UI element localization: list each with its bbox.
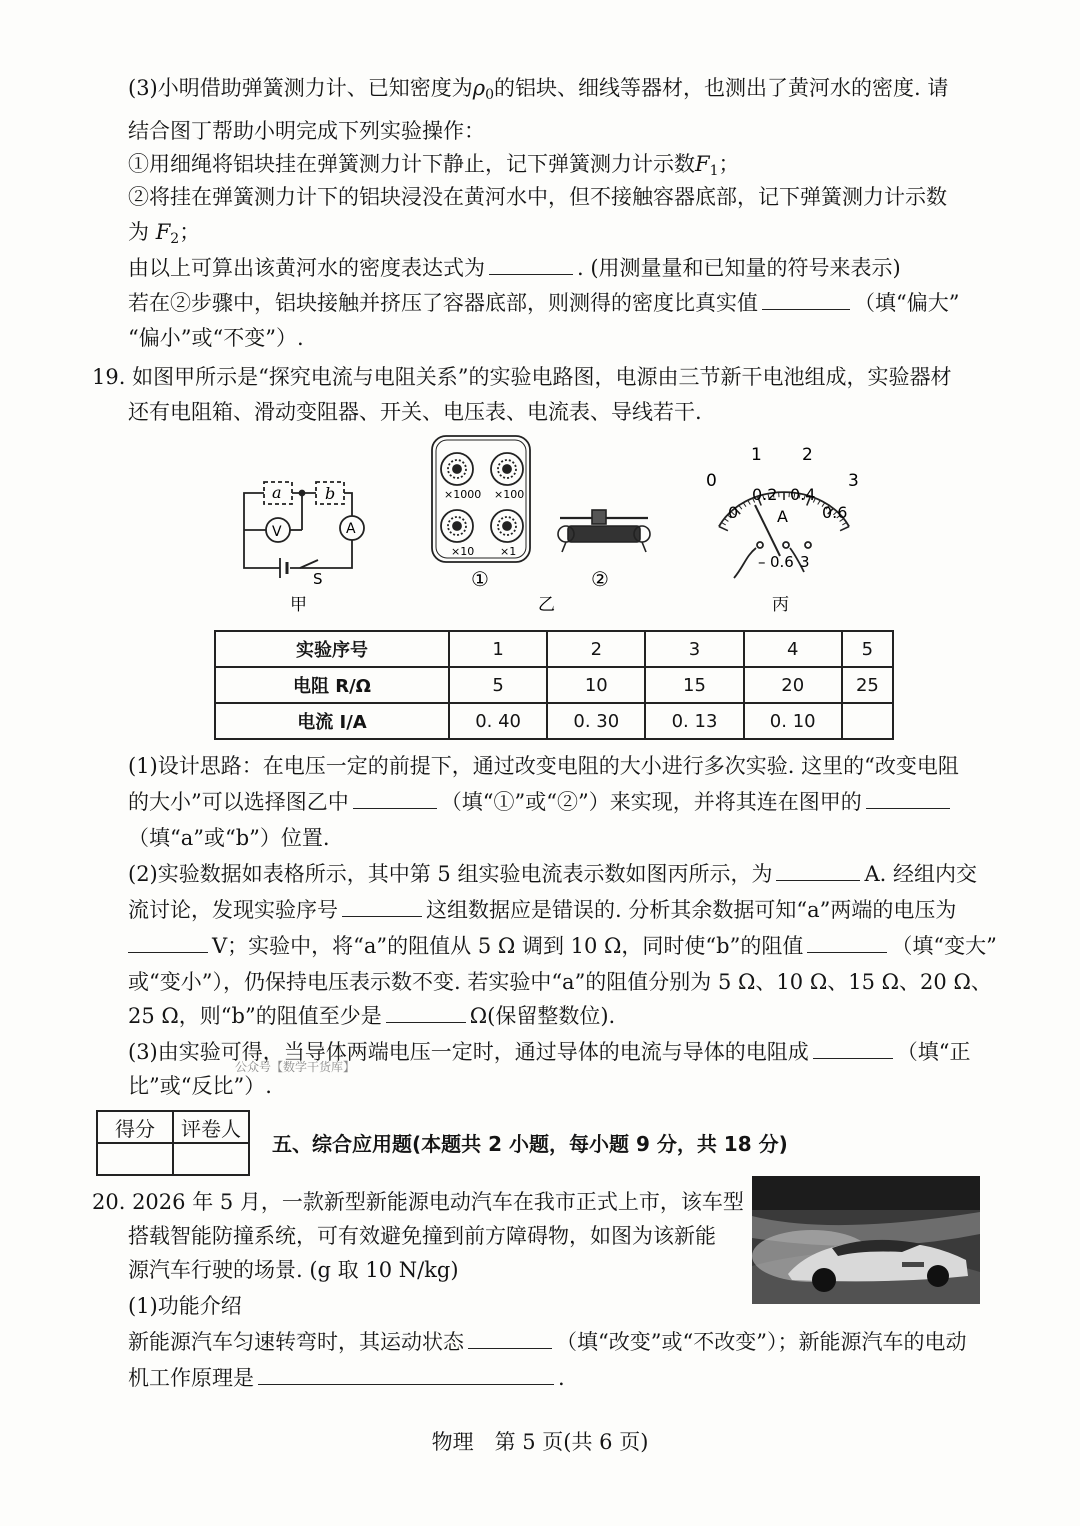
answer-blank[interactable] bbox=[468, 1328, 552, 1349]
table-row: 实验序号 1 2 3 4 5 bbox=[215, 631, 893, 667]
q19-p3-a: (3)由实验可得，当导体两端电压一定时，通过导体的电流与导体的电阻成 （填“正 bbox=[128, 1040, 971, 1064]
scale-tick bbox=[840, 527, 849, 531]
q20-line3: 源汽车行驶的场景. (g 取 10 N/kg) bbox=[128, 1258, 459, 1282]
svg-text:0.6: 0.6 bbox=[770, 553, 794, 571]
rheostat-icon bbox=[558, 510, 650, 552]
q18-step2: ②将挂在弹簧测力计下的铝块浸没在黄河水中，但不接触容器底部，记下弹簧测力计示数 bbox=[128, 185, 947, 209]
q19-p2-g: 或“变小”），仍保持电压表示数不变. 若实验中“a”的阻值分别为 5 Ω、10 Ω、15 Ω、20 Ω、 bbox=[128, 970, 992, 994]
label-a: a bbox=[272, 483, 282, 502]
label-circle-1: ① bbox=[471, 567, 489, 591]
q18-3-line2: 结合图丁帮助小明完成下列实验操作： bbox=[128, 119, 485, 143]
dial-knob-icon bbox=[491, 510, 523, 542]
answer-blank[interactable] bbox=[807, 932, 887, 953]
q20-line5: 新能源汽车匀速转弯时，其运动状态 （填“改变”或“不改变”）；新能源汽车的电动 bbox=[128, 1330, 967, 1354]
svg-text:×1: ×1 bbox=[500, 545, 517, 558]
q19-p1-a: (1)设计思路：在电压一定的前提下，通过改变电阻的大小进行多次实验. 这里的“改变电阻 bbox=[128, 754, 959, 778]
label-V: V bbox=[272, 524, 282, 540]
answer-blank[interactable] bbox=[866, 788, 950, 809]
svg-text:3: 3 bbox=[800, 553, 810, 571]
section-title: 五、综合应用题(本题共 2 小题，每小题 9 分，共 18 分) bbox=[272, 1132, 788, 1156]
answer-cell[interactable] bbox=[842, 703, 893, 739]
score-box: 得分 评卷人 bbox=[96, 1110, 250, 1176]
switch-icon bbox=[300, 560, 318, 568]
car-image-icon bbox=[752, 1176, 980, 1304]
scale-tick bbox=[818, 500, 821, 504]
q19-p2-c: 流讨论，发现实验序号 这组数据应是错误的. 分析其余数据可知“a”两端的电压为 bbox=[128, 898, 957, 922]
label-A: A bbox=[346, 521, 356, 537]
dial-knob-icon bbox=[441, 510, 473, 542]
fig-label-jia: 甲 bbox=[290, 595, 307, 615]
scale-tick bbox=[719, 527, 728, 531]
scale-tick bbox=[743, 503, 746, 507]
q19-p3-c: 比”或“反比”）. bbox=[128, 1074, 272, 1098]
answer-blank[interactable] bbox=[342, 896, 422, 917]
svg-text:0.4: 0.4 bbox=[790, 485, 816, 504]
scale-tick bbox=[842, 522, 846, 525]
q19-p2-h: 25 Ω，则“b”的阻值至少是 Ω(保留整数位). bbox=[128, 1004, 616, 1028]
q19-intro-2: 还有电阻箱、滑动变阻器、开关、电压表、电流表、导线若干. bbox=[128, 400, 702, 424]
answer-blank[interactable] bbox=[386, 1002, 466, 1023]
svg-text:×100: ×100 bbox=[494, 488, 525, 501]
scale-tick bbox=[739, 505, 742, 509]
svg-text:0: 0 bbox=[728, 503, 739, 522]
page-footer: 物理 第 5 页(共 6 页) bbox=[431, 1430, 649, 1454]
reviewer-cell[interactable] bbox=[173, 1143, 249, 1175]
q19-p1-d: （填“a”或“b”）位置. bbox=[128, 826, 330, 850]
q19-p2-a: (2)实验数据如表格所示，其中第 5 组实验电流表示数如图丙所示，为 A. 经组内交 bbox=[128, 862, 977, 886]
svg-text:–: – bbox=[758, 553, 766, 571]
q20-line4: (1)功能介绍 bbox=[128, 1294, 242, 1318]
fig-label-yi: 乙 bbox=[538, 595, 555, 615]
rho0-symbol: ρ bbox=[472, 76, 486, 100]
dial-knob-icon bbox=[491, 453, 523, 485]
answer-blank[interactable] bbox=[128, 932, 208, 953]
data-table bbox=[214, 630, 894, 740]
q19-figures bbox=[0, 0, 1080, 625]
svg-text:0.2: 0.2 bbox=[752, 485, 778, 504]
q19-p2-e: V；实验中，将“a”的阻值从 5 Ω 调到 10 Ω，同时使“b”的阻值 （填“变大” bbox=[128, 932, 997, 960]
q19-intro-1: 19. 如图甲所示是“探究电流与电阻关系”的实验电路图，电源由三节新干电池组成，实验器材 bbox=[92, 365, 952, 389]
table-row: 电流 I/A 0. 40 0. 30 0. 13 0. 10 bbox=[215, 703, 893, 739]
score-cell[interactable] bbox=[97, 1143, 173, 1175]
q18-expression: 由以上可算出该黄河水的密度表达式为 . (用测量量和已知量的符号来表示) bbox=[128, 256, 901, 280]
scale-tick bbox=[748, 500, 751, 504]
q18-press: 若在②步骤中，铝块接触并挤压了容器底部，则测得的密度比真实值 （填“偏大” bbox=[128, 291, 960, 315]
q18-press-cont: “偏小”或“不变”）. bbox=[128, 326, 304, 350]
fig-label-bing: 丙 bbox=[772, 595, 789, 615]
answer-blank[interactable] bbox=[813, 1038, 893, 1059]
svg-text:0.6: 0.6 bbox=[822, 503, 848, 522]
svg-text:1: 1 bbox=[751, 445, 762, 465]
q20-line2: 搭载智能防撞系统，可有效避免撞到前方障碍物，如图为该新能 bbox=[128, 1224, 716, 1248]
q18-step2-cont: 为 $F_2$； bbox=[128, 220, 201, 247]
svg-text:3: 3 bbox=[848, 471, 859, 491]
label-S: S bbox=[313, 570, 323, 588]
dial-knob-icon bbox=[441, 453, 473, 485]
q20-line1: 20. 2026 年 5 月，一款新型新能源电动汽车在我市正式上市，该车型 bbox=[92, 1190, 744, 1214]
label-b: b bbox=[325, 484, 336, 503]
q18-step1: ①用细绳将铝块挂在弹簧测力计下静止，记下弹簧测力计示数$F_1$； bbox=[128, 152, 740, 179]
q19-p1-b: 的大小”可以选择图乙中 （填“①”或“②”）来实现，并将其连在图甲的 bbox=[128, 788, 954, 816]
watermark: 公众号【数学干货库】 bbox=[235, 1060, 356, 1074]
svg-text:A: A bbox=[777, 507, 788, 526]
scale-tick bbox=[721, 522, 725, 525]
answer-blank[interactable] bbox=[776, 860, 860, 881]
svg-text:×1000: ×1000 bbox=[444, 488, 482, 501]
answer-blank[interactable] bbox=[353, 788, 437, 809]
svg-text:2: 2 bbox=[802, 445, 813, 465]
table-row: 电阻 R/Ω 5 10 15 20 25 bbox=[215, 667, 893, 703]
label-circle-2: ② bbox=[591, 567, 609, 591]
svg-text:×10: ×10 bbox=[451, 545, 475, 558]
q18-3-line1: (3)小明借助弹簧测力计、已知密度为$\rho_0$的铝块、细线等器材，也测出了黄河水的密度. 请 bbox=[128, 76, 949, 103]
q20-line6: 机工作原理是 . bbox=[128, 1366, 565, 1390]
car-photo bbox=[752, 1176, 980, 1304]
answer-blank[interactable] bbox=[258, 1364, 554, 1385]
svg-text:0: 0 bbox=[706, 471, 717, 491]
